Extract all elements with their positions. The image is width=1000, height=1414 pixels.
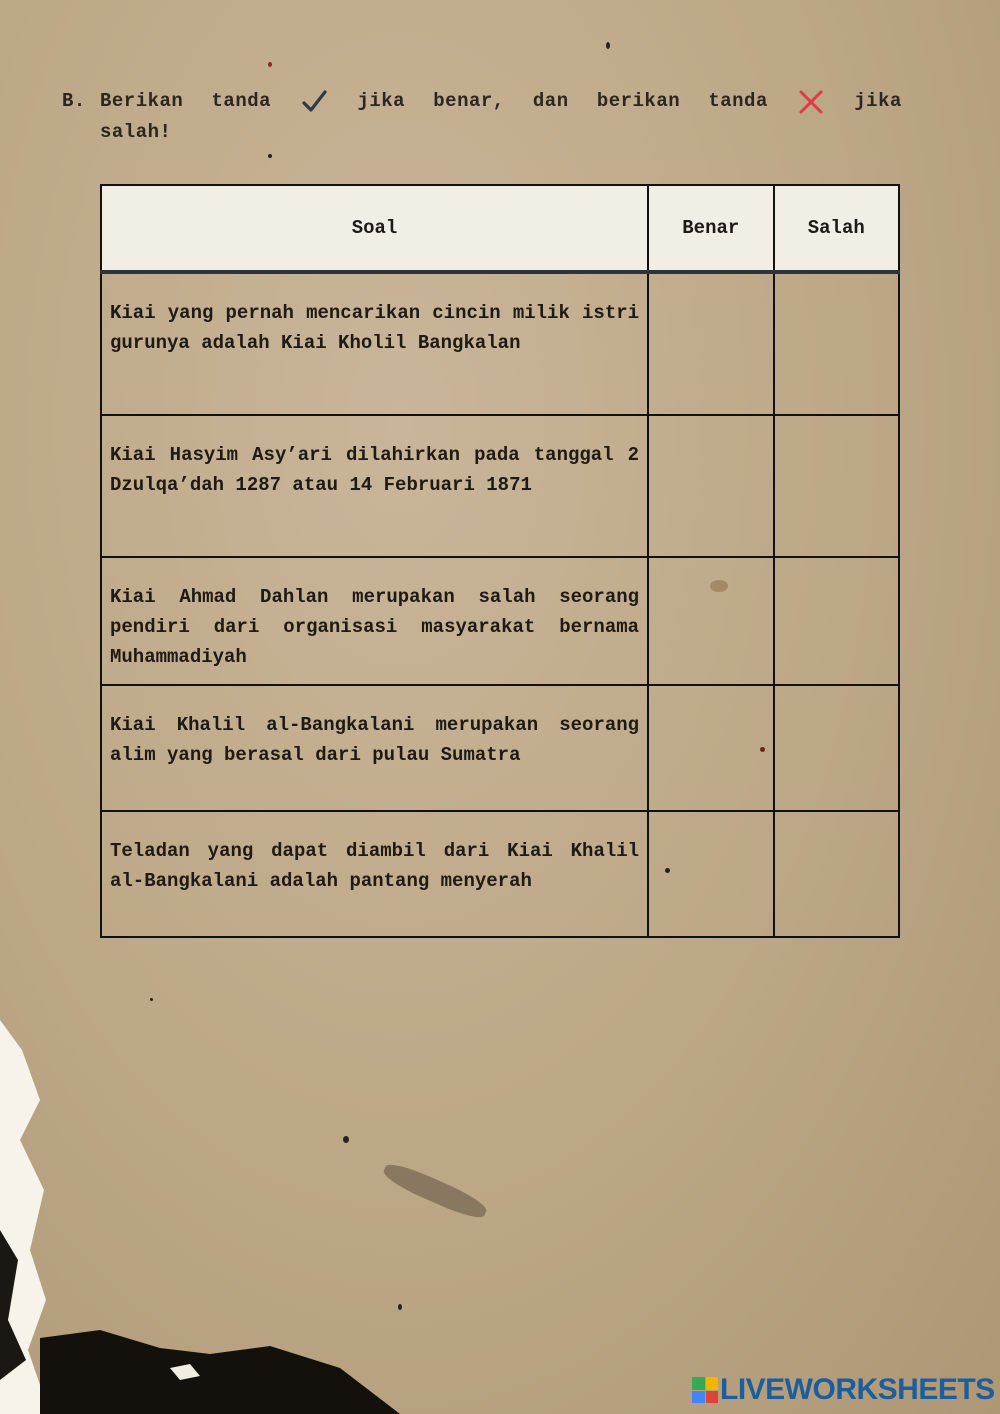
instruction-line2: salah! [100,121,172,143]
table-row [101,415,899,557]
salah-answer-cell[interactable] [774,557,899,685]
question-text: Kiai Ahmad Dahlan merupakan salah seorang pendiri dari organisasi masyarakat bernama Muhammadiyah [101,557,648,685]
salah-answer-cell[interactable] [774,685,899,811]
instruction-word: tanda [211,90,272,112]
paper-speck [380,1159,489,1224]
brand-name: LIVEWORKSHEETS [720,1373,995,1406]
table-row [101,685,899,811]
instruction-word: jika [357,90,406,112]
question-text: Teladan yang dapat diambil dari Kiai Khalil al-Bangkalani adalah pantang menyerah [101,811,648,937]
benar-answer-cell[interactable] [648,415,773,557]
benar-answer-cell[interactable] [648,557,773,685]
table-row [101,811,899,937]
table-row [101,557,899,685]
instruction-word: Berikan [100,90,184,112]
header-soal: Soal [101,185,648,272]
salah-answer-cell[interactable] [774,811,899,937]
liveworksheets-logo[interactable] [692,1373,995,1407]
paper-speck [268,62,272,67]
torn-paper-dark [40,1318,400,1414]
question-text: Kiai Khalil al-Bangkalani merupakan seorang alim yang berasal dari pulau Sumatra [101,685,648,811]
benar-answer-cell[interactable] [648,811,773,937]
instruction-word: jika [854,90,902,112]
paper-speck [398,1304,402,1310]
cross-icon [796,87,826,117]
benar-answer-cell[interactable] [648,272,773,415]
paper-speck [343,1136,349,1143]
table-header-row [101,185,899,272]
instruction-number: B. [62,90,86,112]
instruction [62,86,902,148]
header-salah: Salah [774,185,899,272]
instruction-word: benar, [433,90,505,112]
paper-speck [150,998,153,1001]
instruction-word: dan [532,90,569,112]
paper-speck [606,42,610,49]
question-text: Kiai yang pernah mencarikan cincin milik istri gurunya adalah Kiai Kholil Bangkalan [101,272,648,415]
table-row [101,272,899,415]
salah-answer-cell[interactable] [774,272,899,415]
quiz-table [100,184,900,938]
question-text: Kiai Hasyim Asy’ari dilahirkan pada tanggal 2 Dzulqa’dah 1287 atau 14 Februari 1871 [101,415,648,557]
header-benar: Benar [648,185,773,272]
liveworksheets-logo-icon [692,1377,718,1403]
instruction-word: berikan [596,90,681,112]
paper-speck [268,154,272,158]
salah-answer-cell[interactable] [774,415,899,557]
check-icon [299,87,329,117]
benar-answer-cell[interactable] [648,685,773,811]
instruction-word: tanda [708,90,768,112]
